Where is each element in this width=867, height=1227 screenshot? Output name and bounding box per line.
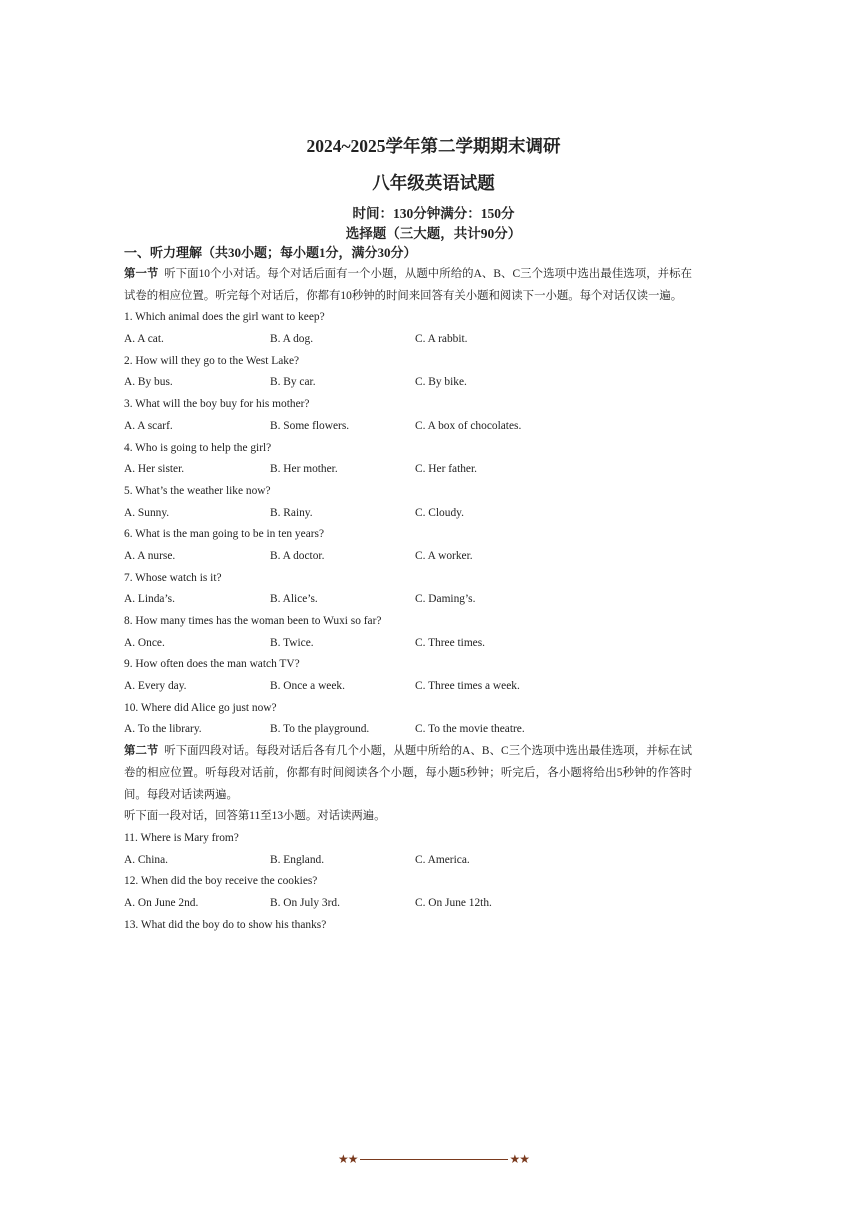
choice-info-line: 选择题（三大题，共计90分） [345,226,522,241]
question-text: 10. Where did Alice go just now? [124,701,277,714]
option-a: A. A cat. [124,333,164,346]
options-row [124,676,692,698]
option-c: C. On June 12th. [415,897,492,910]
question-text: 8. How many times has the woman been to Wuxi so far? [124,615,382,628]
options-row [124,459,692,481]
option-a: A. Sunny. [124,506,170,519]
option-c: C. A worker. [415,549,473,562]
question-text: 11. Where is Mary from? [124,831,239,844]
question-text: 12. When did the boy receive the cookies? [124,875,318,888]
option-c: C. By bike. [415,376,467,389]
option-b: B. To the playground. [270,723,370,736]
option-b: B. Alice’s. [270,593,318,606]
options-row [124,416,692,438]
exam-subtitle: 八年级英语试题 [372,173,495,193]
option-b: B. Rainy. [270,506,313,519]
options-row [124,372,692,394]
option-c: C. America. [415,853,470,866]
option-a: A. Linda’s. [124,593,175,606]
option-b: B. Her mother. [270,463,338,476]
option-c: C. A box of chocolates. [415,419,522,432]
option-a: A. Once. [124,636,165,649]
option-b: B. Twice. [270,636,314,649]
option-c: C. Daming’s. [415,593,476,606]
section2-text: 听下面四段对话。每段对话后各有几个小题，从题中所给的A、B、C三个选项中选出最佳选项，并标在试卷的相应位置。听每段对话前，你都有时间阅读各个小题，每小题5秒钟；听完后，各小题将给出5秒钟的作答时间。每段对话读两遍。 [124,745,692,801]
option-c: C. To the movie theatre. [415,723,525,736]
question-text: 9. How often does the man watch TV? [124,658,300,671]
option-a: A. Her sister. [124,463,185,476]
option-a: A. China. [124,853,168,866]
option-b: B. A dog. [270,333,314,346]
options-row [124,546,692,568]
question-list-2 [124,828,692,915]
question-text: 1. Which animal does the girl want to keep? [124,311,325,324]
option-a: A. On June 2nd. [124,897,199,910]
question-list-1 [124,307,692,741]
exam-content [124,242,692,936]
option-a: A. A scarf. [124,419,173,432]
part1-heading: 一、听力理解（共30小题；每小题1分，满分30分） [124,245,417,260]
option-b: B. On July 3rd. [270,897,340,910]
option-a: A. To the library. [124,723,202,736]
options-row [124,719,692,741]
section2-label: 第二节 [124,745,159,758]
options-row [124,850,692,872]
exam-title: 2024~2025学年第二学期期末调研 [306,136,561,156]
options-row [124,329,692,351]
section1-text: 听下面10个小对话。每个对话后面有一个小题，从题中所给的A、B、C三个选项中选出最佳选项，并标在试卷的相应位置。听完每个对话后，你都有10秒钟的时间来回答有关小题和阅读下一小题。每个对话仅读一遍。 [124,268,692,302]
question-13: 13. What did the boy do to show his thanks? [124,918,327,931]
option-c: C. Her father. [415,463,477,476]
footer-divider [360,1159,508,1160]
options-row [124,893,692,915]
options-row [124,503,692,525]
star-icon-right: ★★ [509,1152,530,1166]
section1-label: 第一节 [124,268,159,280]
question-text: 7. Whose watch is it? [124,571,222,584]
options-row [124,633,692,655]
question-text: 5. What’s the weather like now? [124,484,271,497]
option-a: A. Every day. [124,680,187,693]
option-b: B. By car. [270,376,316,389]
options-row [124,589,692,611]
section2-instructions [124,741,692,806]
option-c: C. Cloudy. [415,506,464,519]
option-b: B. Some flowers. [270,419,350,432]
question-text: 4. Who is going to help the girl? [124,441,272,454]
option-c: C. Three times a week. [415,680,520,693]
option-b: B. A doctor. [270,549,325,562]
section2-subinstruction: 听下面一段对话，回答第11至13小题。对话读两遍。 [124,810,386,823]
time-score-line: 时间：130分钟满分：150分 [352,206,515,221]
option-b: B. Once a week. [270,680,345,693]
option-b: B. England. [270,853,325,866]
question-text: 6. What is the man going to be in ten years? [124,528,325,541]
option-c: C. Three times. [415,636,486,649]
option-a: A. A nurse. [124,549,176,562]
option-a: A. By bus. [124,376,173,389]
question-text: 2. How will they go to the West Lake? [124,354,300,367]
page-footer-ornament [0,1152,867,1166]
section1-instructions [124,264,692,307]
question-text: 3. What will the boy buy for his mother? [124,398,310,411]
star-icon-left: ★★ [337,1152,358,1166]
option-c: C. A rabbit. [415,333,468,346]
